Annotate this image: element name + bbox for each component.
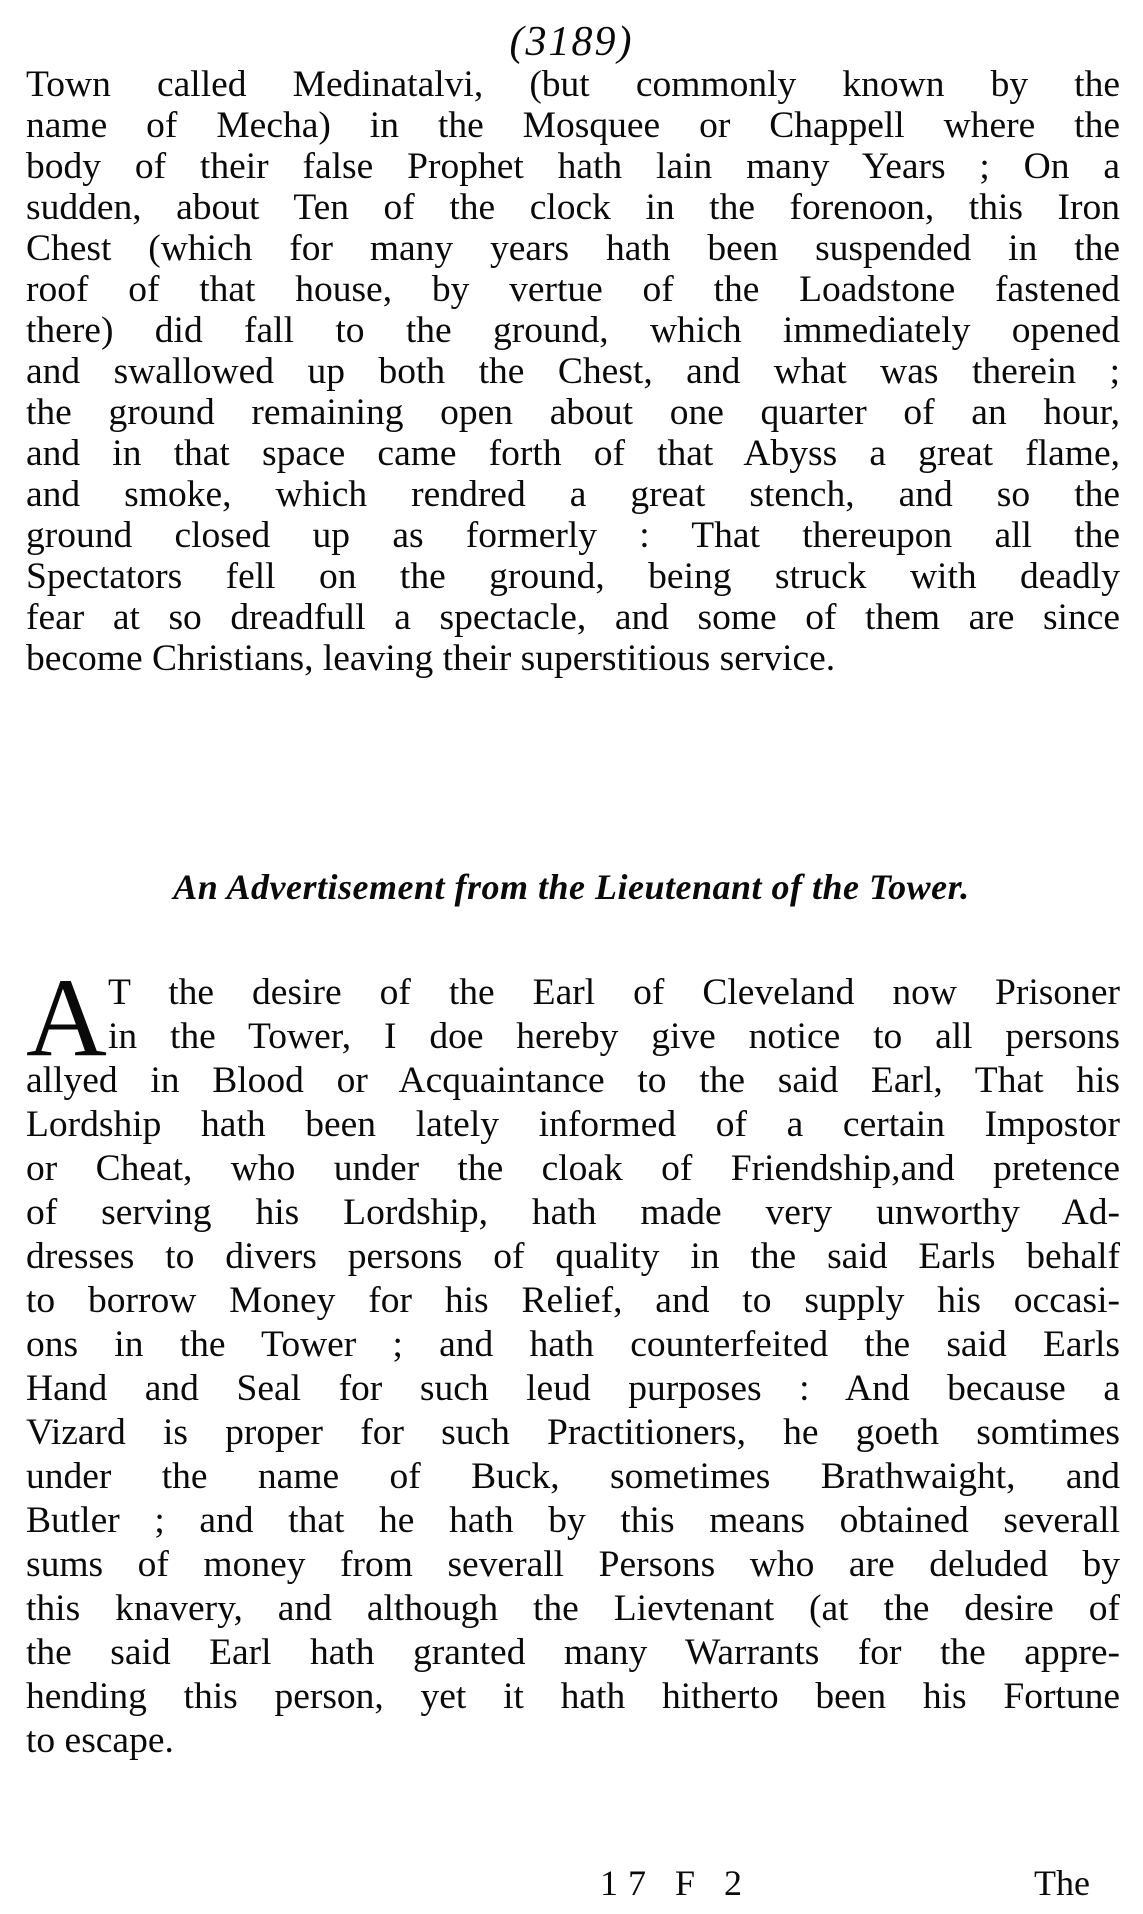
text-line: Hand and Seal for such leud purposes : And because a xyxy=(26,1368,1120,1409)
text-line: Butler ; and that he hath by this means obtained severall xyxy=(26,1500,1120,1541)
text-line: Chest (which for many years hath been suspended in the xyxy=(26,228,1120,269)
text-line: become Christians, leaving their superstitious service. xyxy=(26,638,836,679)
text-line: this knavery, and although the Lievtenant (at the desire of xyxy=(26,1588,1120,1629)
text-line: roof of that house, by vertue of the Loadstone fastened xyxy=(26,269,1120,310)
text-line: ground closed up as formerly : That thereupon all the xyxy=(26,515,1120,556)
text-line: under the name of Buck, sometimes Brathwaight, and xyxy=(26,1456,1120,1497)
text-line: fear at so dreadfull a spectacle, and some of them are since xyxy=(26,597,1120,638)
text-line: and in that space came forth of that Abyss a great flame, xyxy=(26,433,1120,474)
text-line: the said Earl hath granted many Warrants for the appre- xyxy=(26,1632,1120,1673)
text-line: the ground remaining open about one quarter of an hour, xyxy=(26,392,1120,433)
text-line: dresses to divers persons of quality in the said Earls behalf xyxy=(26,1236,1120,1277)
section-heading: An Advertisement from the Lieutenant of the Tower. xyxy=(173,867,970,907)
text-line: Vizard is proper for such Practitioners, he goeth somtimes xyxy=(26,1412,1120,1453)
page-number: (3189) xyxy=(509,19,634,65)
text-line: T the desire of the Earl of Cleveland now Prisoner xyxy=(108,972,1120,1013)
text-line: or Cheat, who under the cloak of Friendship,and pretence xyxy=(26,1148,1120,1189)
text-line: ons in the Tower ; and hath counterfeited the said Earls xyxy=(26,1324,1120,1365)
drop-cap: A xyxy=(26,956,107,1080)
text-line: sudden, about Ten of the clock in the forenoon, this Iron xyxy=(26,187,1120,228)
text-line: and smoke, which rendred a great stench, and so the xyxy=(26,474,1120,515)
catchword: The xyxy=(1034,1863,1090,1903)
text-line: there) did fall to the ground, which immediately opened xyxy=(26,310,1120,351)
text-line: Lordship hath been lately informed of a certain Impostor xyxy=(26,1104,1120,1145)
text-line: allyed in Blood or Acquaintance to the said Earl, That his xyxy=(26,1060,1120,1101)
text-line: to escape. xyxy=(26,1720,174,1761)
text-line: in the Tower, I doe hereby give notice to all persons xyxy=(108,1016,1120,1057)
text-line: body of their false Prophet hath lain many Years ; On a xyxy=(26,146,1120,187)
signature-mark: 17 F 2 xyxy=(600,1863,753,1903)
text-line: Spectators fell on the ground, being struck with deadly xyxy=(26,556,1120,597)
text-line: sums of money from severall Persons who are deluded by xyxy=(26,1544,1120,1585)
text-line: Town called Medinatalvi, (but commonly known by the xyxy=(26,64,1120,105)
text-line: of serving his Lordship, hath made very unworthy Ad- xyxy=(26,1192,1120,1233)
text-line: name of Mecha) in the Mosquee or Chappell where the xyxy=(26,105,1120,146)
text-line: to borrow Money for his Relief, and to supply his occasi- xyxy=(26,1280,1120,1321)
text-line: hending this person, yet it hath hitherto been his Fortune xyxy=(26,1676,1120,1717)
text-line: and swallowed up both the Chest, and what was therein ; xyxy=(26,351,1120,392)
